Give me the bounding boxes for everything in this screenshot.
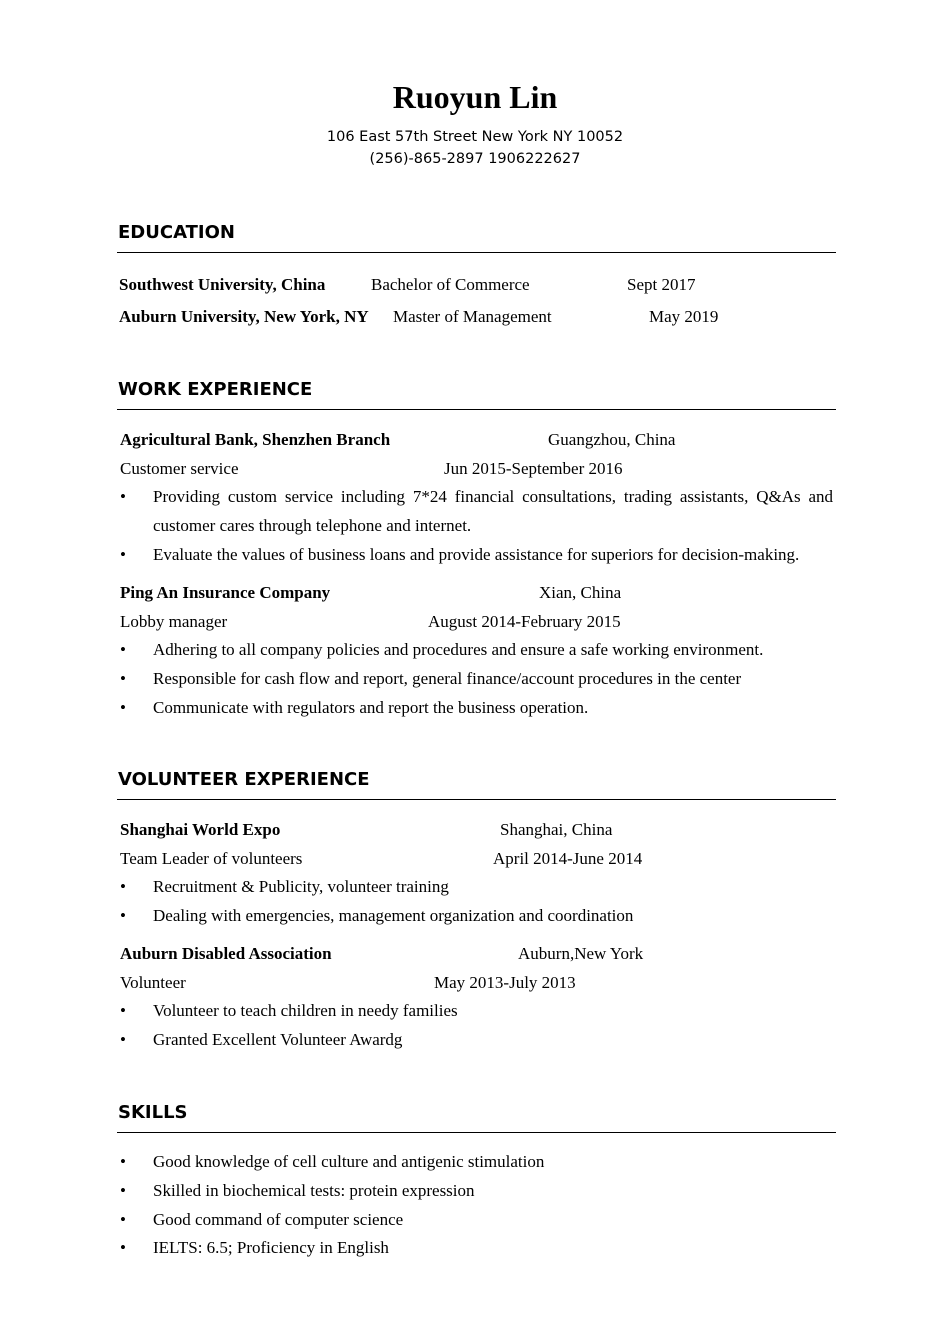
resume-name: Ruoyun Lin	[392, 79, 558, 115]
volunteer-role: Team Leader of volunteers	[120, 849, 303, 868]
education-degree: Master of Management	[393, 307, 552, 326]
job-role: Customer service	[120, 459, 239, 478]
section-heading-skills: SKILLS	[118, 1102, 188, 1123]
job-location: Guangzhou, China	[548, 430, 676, 449]
address: 106 East 57th Street New York NY 10052	[326, 129, 624, 145]
bullet-marker: •	[120, 1181, 126, 1200]
education-date: Sept 2017	[627, 275, 696, 294]
skill-item: Skilled in biochemical tests: protein expression	[153, 1181, 475, 1200]
section-divider	[117, 252, 836, 253]
education-school: Auburn University, New York, NY	[119, 307, 369, 326]
education-date: May 2019	[649, 307, 719, 326]
bullet-marker: •	[120, 487, 126, 506]
volunteer-bullet-text: Recruitment & Publicity, volunteer training	[153, 877, 449, 896]
job-bullet-text: Communicate with regulators and report the business operation.	[153, 698, 589, 717]
section-heading-volunteer-experience: VOLUNTEER EXPERIENCE	[118, 769, 370, 790]
bullet-marker: •	[120, 1030, 126, 1049]
section-heading-work-experience: WORK EXPERIENCE	[118, 379, 313, 400]
section-divider	[117, 1132, 836, 1133]
volunteer-location: Shanghai, China	[500, 820, 613, 839]
section-divider	[117, 409, 836, 410]
job-organization: Agricultural Bank, Shenzhen Branch	[120, 430, 391, 449]
bullet-marker: •	[120, 1152, 126, 1171]
job-bullet-text: Providing custom service including 7*24 financial consultations, trading assistants, Q&As and	[153, 487, 833, 506]
job-bullet-text: Evaluate the values of business loans and provide assistance for superiors for decision-making.	[153, 545, 800, 564]
bullet-marker: •	[120, 669, 126, 688]
job-location: Xian, China	[539, 583, 622, 602]
volunteer-location: Auburn,New York	[518, 944, 644, 963]
volunteer-organization: Auburn Disabled Association	[120, 944, 332, 963]
volunteer-dates: April 2014-June 2014	[493, 849, 643, 868]
section-divider	[117, 799, 836, 800]
job-organization: Ping An Insurance Company	[120, 583, 331, 602]
volunteer-dates: May 2013-July 2013	[434, 973, 576, 992]
volunteer-bullet-text: Granted Excellent Volunteer Awardg	[153, 1030, 403, 1049]
bullet-marker: •	[120, 545, 126, 564]
section-heading-education: EDUCATION	[118, 222, 235, 243]
volunteer-role: Volunteer	[120, 973, 186, 992]
phone-numbers: (256)-865-2897 1906222627	[369, 151, 581, 167]
bullet-marker: •	[120, 906, 126, 925]
bullet-marker: •	[120, 877, 126, 896]
volunteer-bullet-text: Dealing with emergencies, management organization and coordination	[153, 906, 634, 925]
job-dates: August 2014-February 2015	[428, 612, 621, 631]
job-bullet-text: Adhering to all company policies and procedures and ensure a safe working environment.	[153, 640, 764, 659]
skill-item: Good knowledge of cell culture and antigenic stimulation	[153, 1152, 545, 1171]
bullet-marker: •	[120, 640, 126, 659]
job-bullet-text: Responsible for cash flow and report, general finance/account procedures in the center	[153, 669, 742, 688]
education-school: Southwest University, China	[119, 275, 326, 294]
job-role: Lobby manager	[120, 612, 228, 631]
bullet-marker: •	[120, 1238, 126, 1257]
volunteer-organization: Shanghai World Expo	[120, 820, 281, 839]
volunteer-bullet-text: Volunteer to teach children in needy families	[153, 1001, 458, 1020]
job-bullet-text-continued: customer cares through telephone and internet.	[153, 516, 472, 535]
bullet-marker: •	[120, 1210, 126, 1229]
bullet-marker: •	[120, 698, 126, 717]
skill-item: Good command of computer science	[153, 1210, 404, 1229]
job-dates: Jun 2015-September 2016	[444, 459, 623, 478]
skill-item: IELTS: 6.5; Proficiency in English	[153, 1238, 389, 1257]
bullet-marker: •	[120, 1001, 126, 1020]
education-degree: Bachelor of Commerce	[371, 275, 530, 294]
